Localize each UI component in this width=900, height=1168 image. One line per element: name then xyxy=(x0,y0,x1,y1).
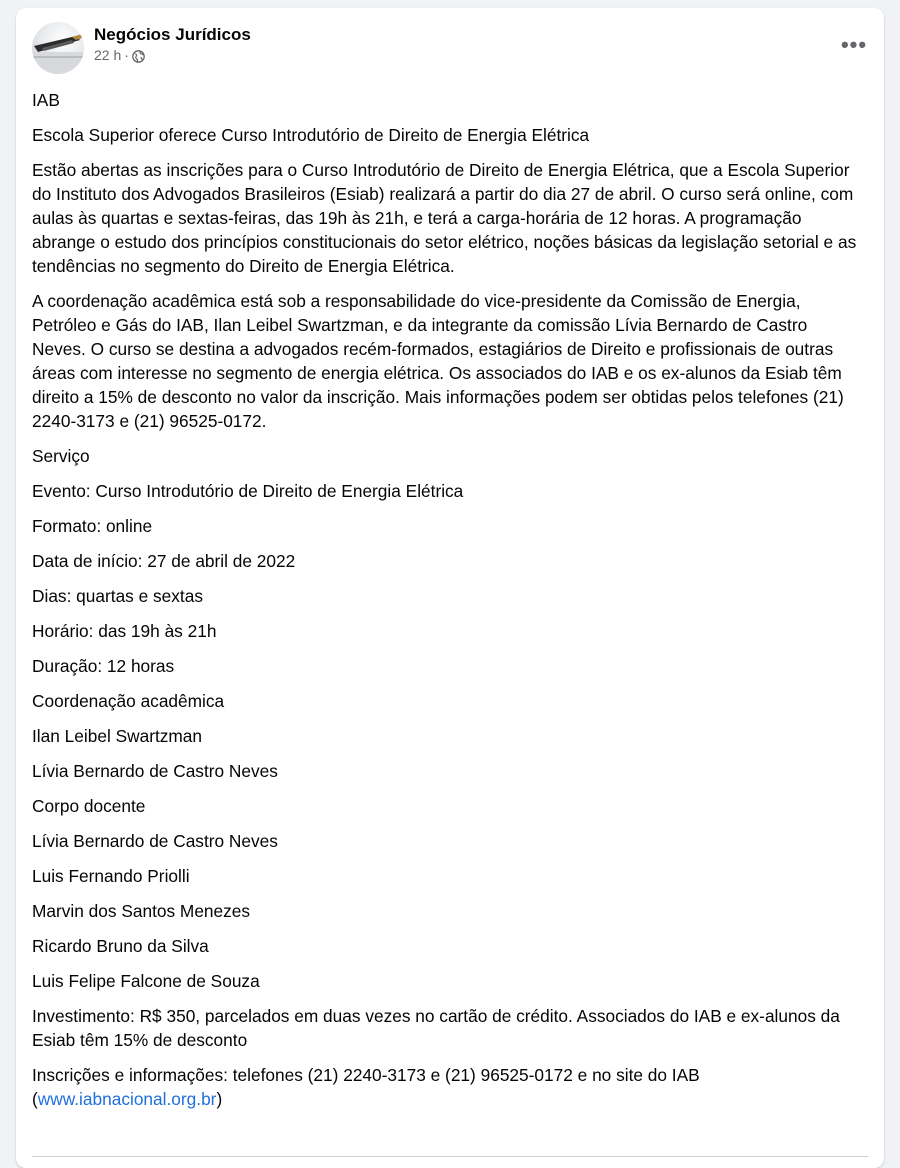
page-avatar[interactable] xyxy=(32,22,84,74)
info-line: Data de início: 27 de abril de 2022 xyxy=(32,551,296,571)
info-line: Evento: Curso Introdutório de Direito de Energia Elétrica xyxy=(32,481,464,501)
info-line: Lívia Bernardo de Castro Neves xyxy=(32,761,278,781)
globe-icon[interactable] xyxy=(132,49,145,62)
registration-text: Inscrições e informações: telefones (21) 2240-3173 e (21) 96525-0172 e no site do IAB xyxy=(32,1065,700,1085)
post-paragraph: IAB xyxy=(32,90,60,110)
post-headline: Escola Superior oferece Curso Introdutório de Direito de Energia Elétrica xyxy=(32,125,590,145)
post-paragraph: A coordenação acadêmica está sob a responsabilidade do vice-presidente da Comissão de Energia, Petróleo e Gás do IAB, Ilan Leibel Swartzman, e da integrante da comissão Lívia Bernardo de Castro Neves. O curso se destina a advogados recém-formados, estagiários de Direito e profissionais de outras áreas com interesse no segmento de energia elétrica. Os associados do IAB e os ex-alunos da Esiab têm direito a 15% de desconto no valor da inscrição. Mais informações podem ser obtidas pelos telefones (21) 2240-3173 e (21) 96525-0172. xyxy=(32,291,844,431)
post-card xyxy=(16,8,884,1168)
link-open-paren: ( xyxy=(32,1089,38,1109)
iab-website-link[interactable]: www.iabnacional.org.br xyxy=(37,1089,217,1109)
separator-dot: · xyxy=(124,47,129,63)
post-meta xyxy=(94,24,251,64)
info-line: Serviço xyxy=(32,446,90,466)
post-paragraph: Estão abertas as inscrições para o Curso Introdutório de Direito de Energia Elétrica, que a Escola Superior do Instituto dos Advogados Brasileiros (Esiab) realizará a partir do dia 27 de abril. O curso será online, com aulas às quartas e sextas-feiras, das 19h às 21h, e terá a carga-horária de 12 horas. A programação abrange o estudo dos princípios constitucionais do setor elétrico, noções básicas da legislação setorial e as tendências no segmento do Direito de Energia Elétrica. xyxy=(32,160,857,276)
post-header xyxy=(32,22,251,74)
info-line: Lívia Bernardo de Castro Neves xyxy=(32,831,278,851)
link-close-paren: ) xyxy=(216,1089,223,1109)
more-options-icon: ••• xyxy=(840,32,868,57)
info-line: Duração: 12 horas xyxy=(32,656,175,676)
post-timestamp[interactable]: 22 h xyxy=(94,47,122,63)
info-line: Luis Felipe Falcone de Souza xyxy=(32,971,260,991)
divider xyxy=(32,1156,868,1157)
info-line: Luis Fernando Priolli xyxy=(32,866,190,886)
info-line: Coordenação acadêmica xyxy=(32,691,225,711)
info-line: Ilan Leibel Swartzman xyxy=(32,726,203,746)
info-line: Dias: quartas e sextas xyxy=(32,586,203,606)
investment-paragraph: Investimento: R$ 350, parcelados em duas vezes no cartão de crédito. Associados do IAB e ex-alunos da Esiab têm 15% de desconto xyxy=(32,1006,840,1050)
info-line: Corpo docente xyxy=(32,796,146,816)
info-line: Marvin dos Santos Menezes xyxy=(32,901,251,921)
post-text xyxy=(32,88,862,1122)
pen-photo-icon xyxy=(32,22,84,74)
author-name[interactable]: Negócios Jurídicos xyxy=(94,25,251,44)
info-line: Horário: das 19h às 21h xyxy=(32,621,217,641)
info-line: Ricardo Bruno da Silva xyxy=(32,936,209,956)
info-line: Formato: online xyxy=(32,516,153,536)
post-subline xyxy=(94,46,251,64)
registration-paragraph xyxy=(32,1063,862,1111)
more-options-button[interactable] xyxy=(836,30,872,60)
